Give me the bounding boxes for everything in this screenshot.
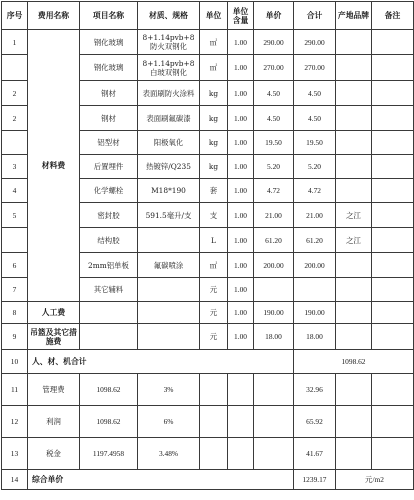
row-qty: 1.00 bbox=[228, 55, 254, 81]
subtotal-row bbox=[2, 350, 414, 374]
row-unit: kg bbox=[200, 81, 228, 106]
row-qty: 1.00 bbox=[228, 302, 254, 324]
row-unit: kg bbox=[200, 131, 228, 155]
row-seq bbox=[2, 228, 28, 253]
row-unit: 套 bbox=[200, 179, 228, 203]
row-seq: 12 bbox=[2, 406, 28, 438]
header-total: 合计 bbox=[294, 2, 336, 30]
header-unit-qty: 单位含量 bbox=[228, 2, 254, 30]
fee-rate: 3% bbox=[138, 374, 200, 406]
measures-row bbox=[2, 324, 414, 350]
row-price: 61.20 bbox=[254, 228, 294, 253]
measures-label: 吊篮及其它措施费 bbox=[28, 324, 80, 350]
row-item: 钢材 bbox=[80, 106, 138, 131]
row-price: 21.00 bbox=[254, 203, 294, 228]
row-remarks bbox=[372, 253, 414, 278]
row-qty: 1.00 bbox=[228, 203, 254, 228]
row-total: 21.00 bbox=[294, 203, 336, 228]
category-material: 材料费 bbox=[28, 30, 80, 302]
row-item: 钢化玻璃 bbox=[80, 30, 138, 55]
row-spec bbox=[138, 278, 200, 302]
header-origin-brand: 产地品牌 bbox=[336, 2, 372, 30]
row-qty: 1.00 bbox=[228, 81, 254, 106]
labor-label: 人工费 bbox=[28, 302, 80, 324]
fee-name: 利润 bbox=[28, 406, 80, 438]
row-remarks bbox=[372, 81, 414, 106]
row-price: 270.00 bbox=[254, 55, 294, 81]
row-price: 4.72 bbox=[254, 179, 294, 203]
header-material-spec: 材质、规格 bbox=[138, 2, 200, 30]
row-spec: 热镀锌/Q235 bbox=[138, 155, 200, 179]
subtotal-label: 人、材、机合计 bbox=[28, 350, 294, 374]
row-qty: 1.00 bbox=[228, 131, 254, 155]
row-total: 4.50 bbox=[294, 106, 336, 131]
row-remarks bbox=[372, 203, 414, 228]
row-unit: 元 bbox=[200, 278, 228, 302]
fee-base: 1098.62 bbox=[80, 374, 138, 406]
row-spec: 表面刷氟碳漆 bbox=[138, 106, 200, 131]
row-seq: 2 bbox=[2, 81, 28, 106]
row-price: 4.50 bbox=[254, 106, 294, 131]
row-total: 19.50 bbox=[294, 131, 336, 155]
labor-row bbox=[2, 302, 414, 324]
header-remarks: 备注 bbox=[372, 2, 414, 30]
fee-base: 1098.62 bbox=[80, 406, 138, 438]
row-brand: 之江 bbox=[336, 228, 372, 253]
row-brand bbox=[336, 278, 372, 302]
row-total: 4.72 bbox=[294, 179, 336, 203]
row-qty: 1.00 bbox=[228, 179, 254, 203]
row-item: 密封胶 bbox=[80, 203, 138, 228]
row-spec: M18*190 bbox=[138, 179, 200, 203]
header-unit: 单位 bbox=[200, 2, 228, 30]
fee-base: 1197.4958 bbox=[80, 438, 138, 470]
quotation-table bbox=[1, 1, 414, 490]
fee-name: 税金 bbox=[28, 438, 80, 470]
row-total: 61.20 bbox=[294, 228, 336, 253]
fee-row bbox=[2, 406, 414, 438]
row-qty: 1.00 bbox=[228, 278, 254, 302]
row-total: 270.00 bbox=[294, 55, 336, 81]
header-item-name: 项目名称 bbox=[80, 2, 138, 30]
row-spec: 表面刷防火涂料 bbox=[138, 81, 200, 106]
row-seq bbox=[2, 55, 28, 81]
row-remarks bbox=[372, 131, 414, 155]
row-brand bbox=[336, 30, 372, 55]
row-price: 18.00 bbox=[254, 324, 294, 350]
row-spec: 阳极氧化 bbox=[138, 131, 200, 155]
row-item: 其它辅料 bbox=[80, 278, 138, 302]
row-seq: 6 bbox=[2, 253, 28, 278]
header-seq: 序号 bbox=[2, 2, 28, 30]
row-remarks bbox=[372, 30, 414, 55]
row-brand bbox=[336, 106, 372, 131]
fee-total: 41.67 bbox=[294, 438, 336, 470]
row-unit: 元 bbox=[200, 324, 228, 350]
row-price: 200.00 bbox=[254, 253, 294, 278]
row-total: 4.50 bbox=[294, 81, 336, 106]
row-item: 铝型材 bbox=[80, 131, 138, 155]
row-unit: ㎡ bbox=[200, 55, 228, 81]
header-row bbox=[2, 2, 414, 30]
row-remarks bbox=[372, 155, 414, 179]
grand-total-row bbox=[2, 470, 414, 490]
fee-rate: 3.48% bbox=[138, 438, 200, 470]
fee-total: 32.96 bbox=[294, 374, 336, 406]
grand-total-value: 1239.17 bbox=[294, 470, 336, 490]
row-brand bbox=[336, 179, 372, 203]
row-brand bbox=[336, 81, 372, 106]
row-qty: 1.00 bbox=[228, 106, 254, 131]
row-item: 钢化玻璃 bbox=[80, 55, 138, 81]
row-unit: ㎡ bbox=[200, 30, 228, 55]
row-qty: 1.00 bbox=[228, 253, 254, 278]
fee-total: 65.92 bbox=[294, 406, 336, 438]
row-remarks bbox=[372, 179, 414, 203]
table-row bbox=[2, 30, 414, 55]
row-unit: 支 bbox=[200, 203, 228, 228]
row-unit: L bbox=[200, 228, 228, 253]
row-brand bbox=[336, 253, 372, 278]
row-remarks bbox=[372, 278, 414, 302]
header-unit-price: 单价 bbox=[254, 2, 294, 30]
row-total: 18.00 bbox=[294, 324, 336, 350]
row-price: 290.00 bbox=[254, 30, 294, 55]
fee-name: 管理费 bbox=[28, 374, 80, 406]
row-unit: kg bbox=[200, 155, 228, 179]
row-price bbox=[254, 278, 294, 302]
row-item: 结构胶 bbox=[80, 228, 138, 253]
row-qty: 1.00 bbox=[228, 228, 254, 253]
fee-row bbox=[2, 438, 414, 470]
row-item: 2mm铝单板 bbox=[80, 253, 138, 278]
row-seq: 3 bbox=[2, 155, 28, 179]
subtotal-value: 1098.62 bbox=[294, 350, 414, 374]
row-price: 190.00 bbox=[254, 302, 294, 324]
grand-total-unit: 元/m2 bbox=[336, 470, 414, 490]
row-qty: 1.00 bbox=[228, 155, 254, 179]
fee-rate: 6% bbox=[138, 406, 200, 438]
header-fee-name: 费用名称 bbox=[28, 2, 80, 30]
row-seq: 9 bbox=[2, 324, 28, 350]
row-price: 5.20 bbox=[254, 155, 294, 179]
row-seq: 8 bbox=[2, 302, 28, 324]
grand-total-label: 综合单价 bbox=[28, 470, 294, 490]
row-item: 后置埋件 bbox=[80, 155, 138, 179]
row-spec: 8+1.14pvb+8防火双钢化 bbox=[138, 30, 200, 55]
row-seq: 7 bbox=[2, 278, 28, 302]
fee-row bbox=[2, 374, 414, 406]
row-total bbox=[294, 278, 336, 302]
row-seq: 13 bbox=[2, 438, 28, 470]
row-item: 钢材 bbox=[80, 81, 138, 106]
row-qty: 1.00 bbox=[228, 30, 254, 55]
row-seq bbox=[2, 131, 28, 155]
row-brand bbox=[336, 131, 372, 155]
row-unit: kg bbox=[200, 106, 228, 131]
row-spec: 8+1.14pvb+8白玻双钢化 bbox=[138, 55, 200, 81]
row-seq: 4 bbox=[2, 179, 28, 203]
row-unit: ㎡ bbox=[200, 253, 228, 278]
row-price: 4.50 bbox=[254, 81, 294, 106]
row-remarks bbox=[372, 106, 414, 131]
row-seq: 1 bbox=[2, 30, 28, 55]
row-item: 化学螺栓 bbox=[80, 179, 138, 203]
row-seq: 10 bbox=[2, 350, 28, 374]
row-total: 200.00 bbox=[294, 253, 336, 278]
row-total: 290.00 bbox=[294, 30, 336, 55]
row-remarks bbox=[372, 228, 414, 253]
row-total: 5.20 bbox=[294, 155, 336, 179]
row-seq: 2 bbox=[2, 106, 28, 131]
row-brand bbox=[336, 55, 372, 81]
row-spec bbox=[138, 228, 200, 253]
row-seq: 11 bbox=[2, 374, 28, 406]
row-brand: 之江 bbox=[336, 203, 372, 228]
row-spec: 氟碳喷涂 bbox=[138, 253, 200, 278]
row-brand bbox=[336, 155, 372, 179]
row-remarks bbox=[372, 55, 414, 81]
row-spec: 591.5毫升/支 bbox=[138, 203, 200, 228]
row-seq: 14 bbox=[2, 470, 28, 490]
row-total: 190.00 bbox=[294, 302, 336, 324]
row-seq: 5 bbox=[2, 203, 28, 228]
row-unit: 元 bbox=[200, 302, 228, 324]
row-price: 19.50 bbox=[254, 131, 294, 155]
row-qty: 1.00 bbox=[228, 324, 254, 350]
